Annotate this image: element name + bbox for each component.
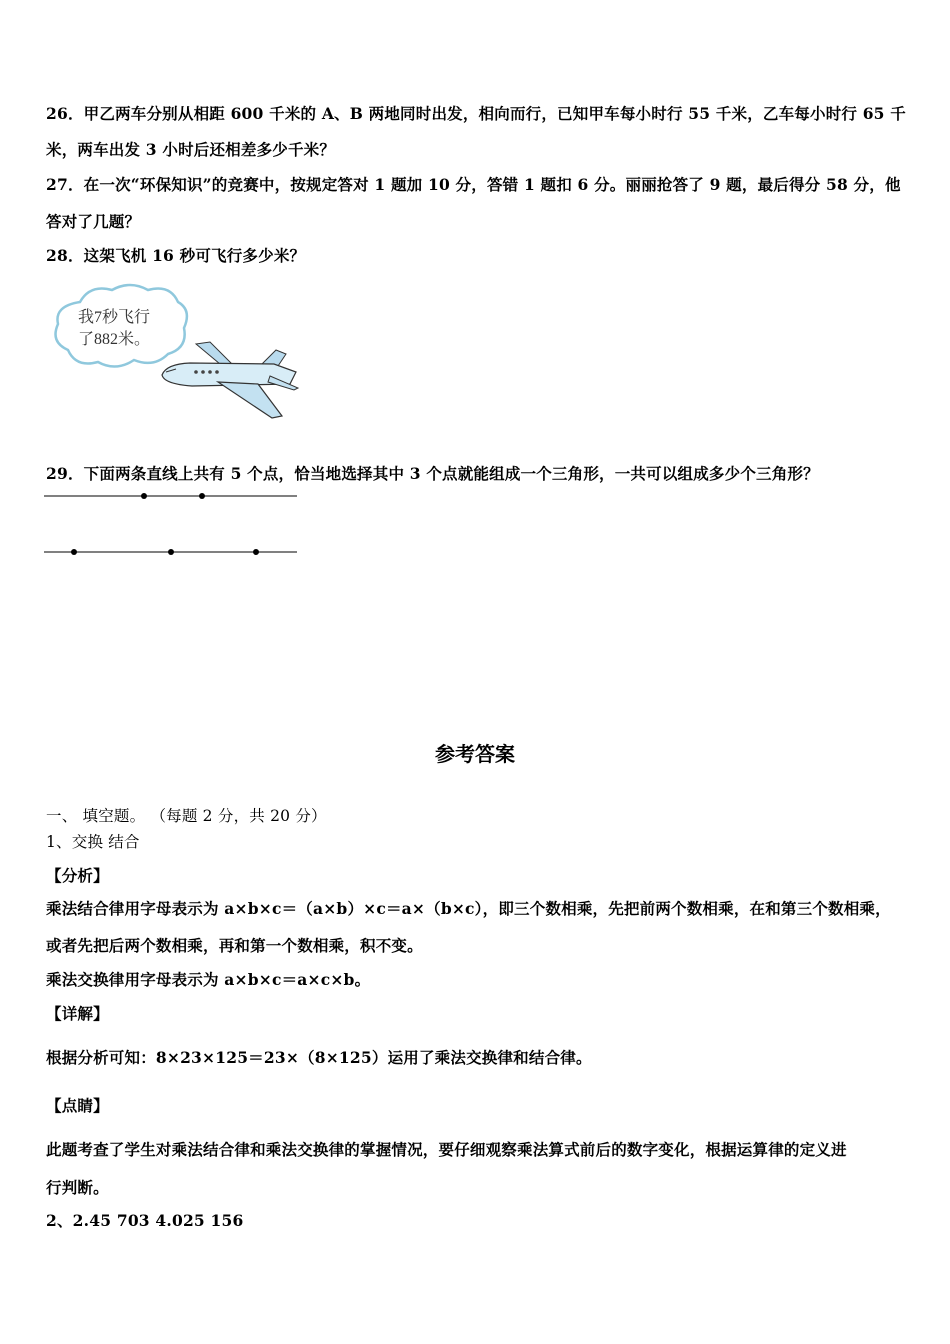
detail-label: 【详解】 bbox=[46, 1004, 109, 1023]
analysis-line2: 或者先把后两个数相乘，再和第一个数相乘，积不变。 bbox=[46, 936, 423, 955]
bubble-line2: 了882米。 bbox=[78, 331, 151, 348]
airplane-illustration bbox=[50, 280, 310, 425]
lower-point bbox=[168, 549, 174, 555]
upper-point bbox=[141, 493, 147, 499]
question-26-line1: 26．甲乙两车分别从相距 600 千米的 A、B 两地同时出发，相向而行，已知甲车每小时行 55 千米，乙车每小时行 65 千 bbox=[46, 104, 906, 123]
question-27-line1: 27．在一次“环保知识”的竞赛中，按规定答对 1 题加 10 分，答错 1 题扣 6 分。丽丽抢答了 9 题，最后得分 58 分，他 bbox=[46, 175, 901, 194]
question-28: 28．这架飞机 16 秒可飞行多少米？ bbox=[46, 246, 306, 265]
detail-text: 根据分析可知：8×23×125＝23×（8×125）运用了乘法交换律和结合律。 bbox=[46, 1048, 592, 1067]
answers-title: 参考答案 bbox=[435, 742, 515, 766]
question-27-line2: 答对了几题？ bbox=[46, 212, 141, 231]
answer-1: 1、交换 结合 bbox=[46, 833, 140, 851]
bubble-line1: 我7秒飞行 bbox=[78, 309, 151, 326]
comment-line2: 行判断。 bbox=[46, 1178, 109, 1197]
lower-point bbox=[253, 549, 259, 555]
question-26-line2: 米，两车出发 3 小时后还相差多少千米？ bbox=[46, 140, 336, 159]
question-29: 29．下面两条直线上共有 5 个点，恰当地选择其中 3 个点就能组成一个三角形，一共可以组成多少个三角形？ bbox=[46, 464, 819, 483]
analysis-label: 【分析】 bbox=[46, 866, 109, 885]
analysis-line1: 乘法结合律用字母表示为 a×b×c＝（a×b）×c＝a×（b×c），即三个数相乘，先把前两个数相乘，在和第三个数相乘， bbox=[46, 899, 891, 918]
comment-label: 【点睛】 bbox=[46, 1096, 109, 1115]
analysis-line3: 乘法交换律用字母表示为 a×b×c＝a×c×b。 bbox=[46, 970, 371, 989]
upper-point bbox=[199, 493, 205, 499]
answer-2: 2、2.45 703 4.025 156 bbox=[46, 1211, 244, 1230]
section-fill-in-heading: 一、 填空题。 （每题 2 分，共 20 分） bbox=[46, 807, 327, 825]
comment-line1: 此题考查了学生对乘法结合律和乘法交换律的掌握情况，要仔细观察乘法算式前后的数字变化，根据运算律的定义进 bbox=[46, 1140, 847, 1159]
two-lines-points-figure bbox=[44, 486, 300, 562]
lower-point bbox=[71, 549, 77, 555]
airplane-icon bbox=[162, 342, 298, 418]
